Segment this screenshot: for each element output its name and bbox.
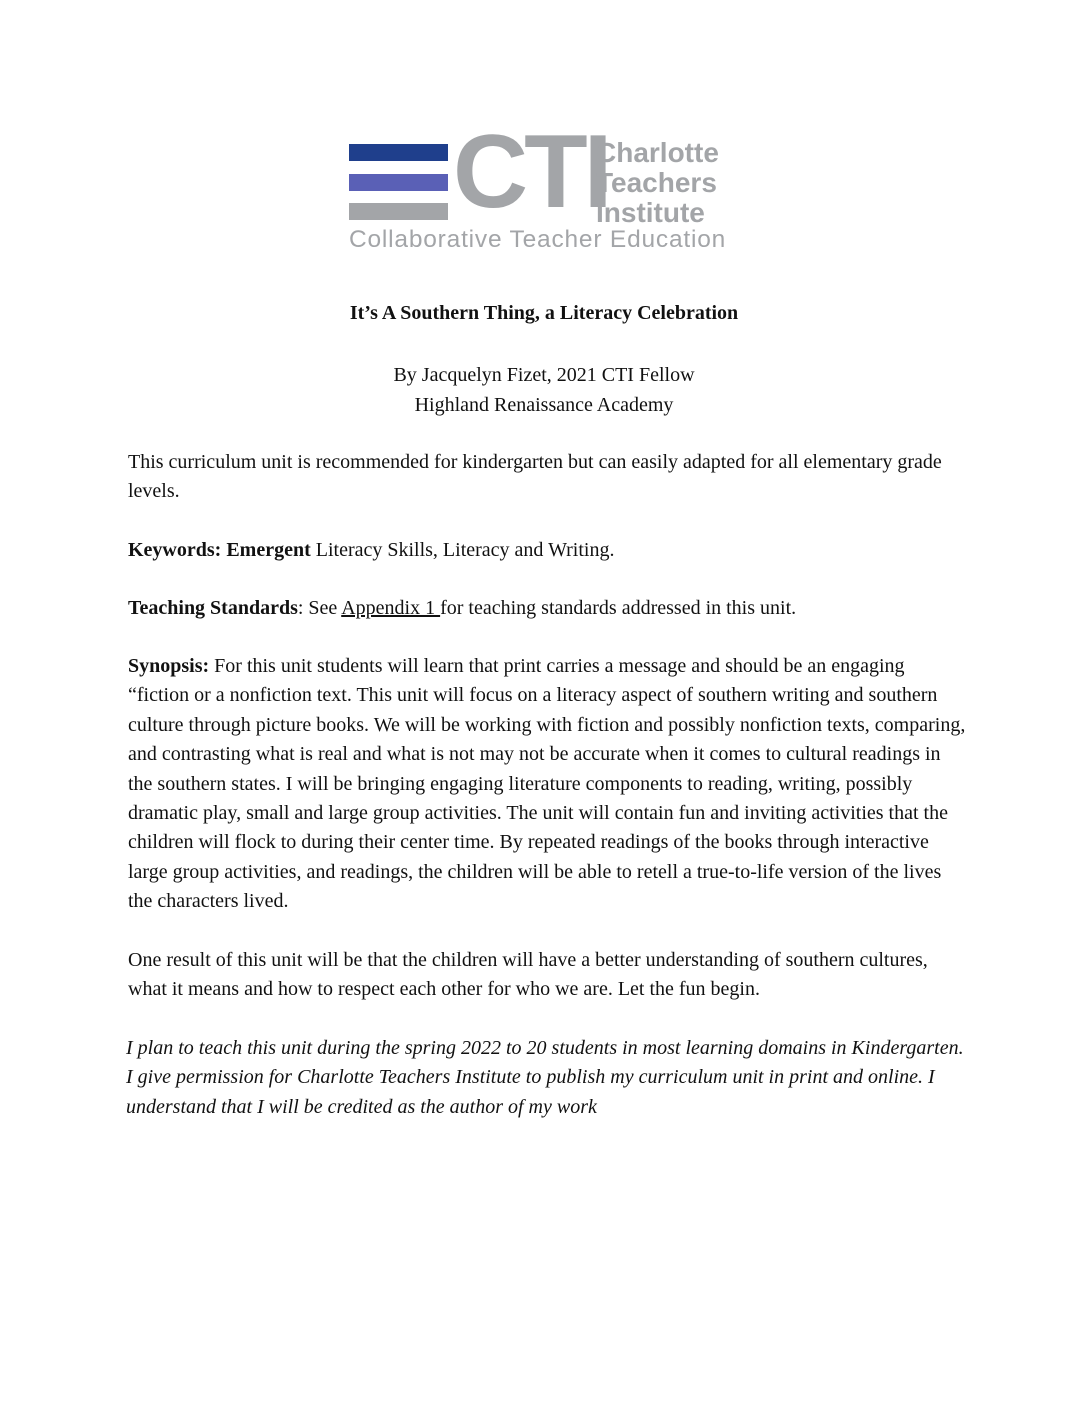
logo-bar-gray: [349, 203, 448, 220]
logo-tagline: Collaborative Teacher Education: [349, 226, 727, 253]
logo-name-line: Teachers: [596, 167, 717, 198]
keywords-paragraph: [128, 536, 968, 565]
keywords-label: Keywords: Emergent: [128, 539, 311, 561]
result-paragraph: One result of this unit will be that the children will have a better understanding of southern cultures, what it means and how to respect each other for who we are. Let the fun begin.: [128, 949, 928, 1001]
standards-paragraph: [128, 594, 968, 623]
synopsis-label: Synopsis:: [128, 655, 210, 677]
synopsis-text: For this unit students will learn that print carries a message and should be an engaging “fiction or a nonfiction text. This unit will focus on a literacy aspect of southern writing and southern culture through picture books. We will be working with fiction and possibly nonfiction texts, comparing, and contrasting what is real and what is not may not be accurate when it comes to cultural readings in the southern states. I will be bringing engaging literature components to reading, writing, possibly dramatic play, small and large group activities. The unit will contain fun and inviting activities that the children will flock to during their center time. By repeated readings of the books through interactive large group activities, and readings, the children will be able to retell a true-to-life version of the lives the characters lived.: [128, 655, 966, 913]
synopsis-paragraph: [128, 652, 968, 917]
appendix-link[interactable]: Appendix 1: [341, 597, 441, 619]
logo-name-line: Institute: [596, 197, 705, 228]
logo-mark: CTI: [453, 114, 609, 230]
standards-pre: : See: [297, 597, 342, 619]
logo-bar-mid-blue: [349, 174, 448, 191]
school-line: Highland Renaissance Academy: [414, 394, 674, 416]
logo-bar-dark-blue: [349, 144, 448, 161]
document-title: It’s A Southern Thing, a Literacy Celebration: [349, 302, 739, 324]
logo-name-line: Charlotte: [596, 137, 719, 168]
permission-paragraph: I plan to teach this unit during the spring 2022 to 20 students in most learning domains in Kindergarten. I give permission for Charlotte Teachers Institute to publish my curriculum unit in print and online. I understand that I will be credited as the author of my work: [126, 1037, 964, 1118]
cti-logo: [349, 114, 739, 258]
author-line: By Jacquelyn Fizet, 2021 CTI Fellow: [393, 364, 695, 386]
logo-name: [596, 138, 719, 228]
standards-label: Teaching Standards: [128, 597, 298, 619]
intro-paragraph: This curriculum unit is recommended for kindergarten but can easily adapted for all elementary grade levels.: [128, 451, 942, 503]
standards-post: for teaching standards addressed in this unit.: [440, 597, 797, 619]
keywords-text: Literacy Skills, Literacy and Writing.: [310, 539, 615, 561]
byline: [0, 360, 1088, 420]
